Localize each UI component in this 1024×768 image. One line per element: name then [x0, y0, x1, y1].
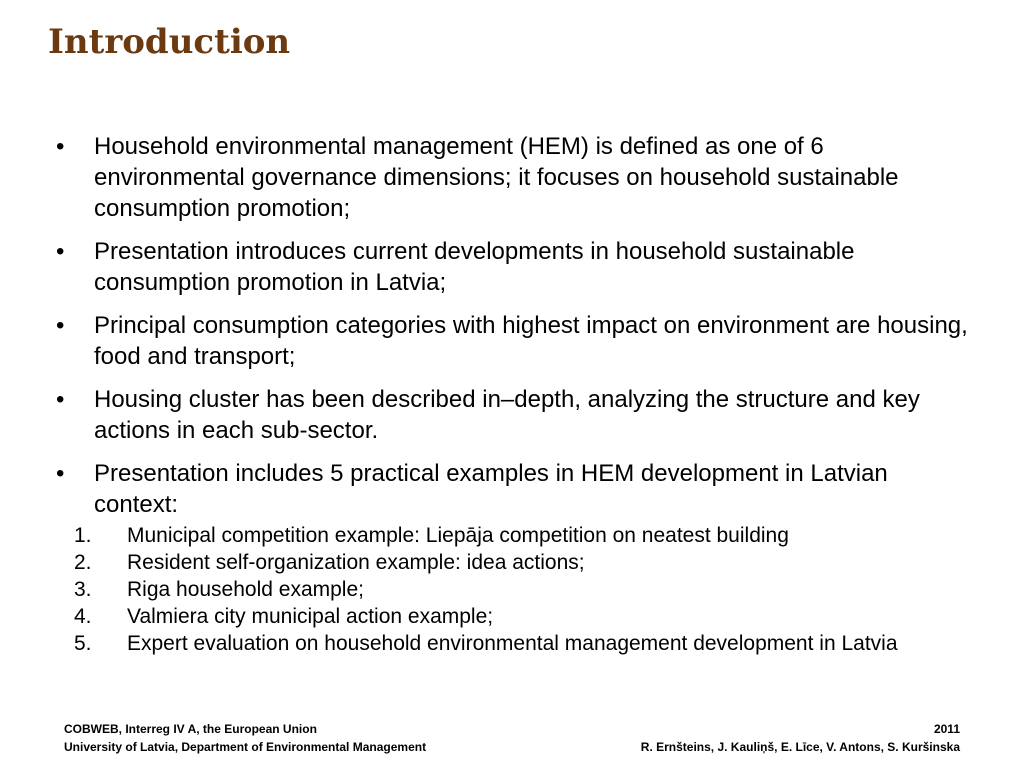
list-number: 1.	[74, 524, 92, 547]
bullet-marker: •	[56, 238, 65, 265]
numbered-list-item	[64, 549, 976, 576]
bullet-marker: •	[56, 460, 65, 487]
footer-institution: University of Latvia, Department of Environmental Management	[64, 740, 427, 754]
footer-left	[64, 720, 426, 756]
bullet-item	[56, 458, 976, 657]
bullet-item	[56, 131, 976, 224]
bullet-marker: •	[56, 133, 65, 160]
list-item-text: Riga household example;	[127, 578, 364, 601]
numbered-list-item	[64, 630, 976, 657]
bullet-text: Household environmental management (HEM) is defined as one of 6 environmental governance dimensions; it focuses on household sustainable consumption promotion;	[94, 133, 899, 222]
list-item-text: Resident self-organization example: idea actions;	[127, 551, 585, 574]
numbered-list-item	[64, 576, 976, 603]
footer-right	[641, 720, 960, 756]
bullet-item	[56, 384, 976, 446]
bullet-marker: •	[56, 312, 65, 339]
bullet-text: Principal consumption categories with highest impact on environment are housing, food and transport;	[94, 312, 968, 370]
footer-authors: R. Ernšteins, J. Kauliņš, E. Līce, V. Antons, S. Kuršinska	[640, 740, 960, 754]
bullet-list	[56, 131, 976, 669]
examples-numbered-list	[64, 522, 976, 657]
list-number: 5.	[74, 632, 92, 655]
bullet-marker: •	[56, 386, 65, 413]
list-item-text: Municipal competition example: Liepāja competition on neatest building	[127, 524, 789, 547]
numbered-list-item	[64, 522, 976, 549]
bullet-item	[56, 310, 976, 372]
bullet-text: Presentation introduces current developments in household sustainable consumption promotion in Latvia;	[94, 238, 855, 296]
list-number: 3.	[74, 578, 92, 601]
bullet-item	[56, 236, 976, 298]
numbered-list-item	[64, 603, 976, 630]
list-number: 4.	[74, 605, 92, 628]
bullet-text: Presentation includes 5 practical examples in HEM development in Latvian context:	[94, 460, 888, 518]
footer-project: COBWEB, Interreg IV A, the European Union	[64, 722, 317, 736]
footer-year: 2011	[933, 722, 960, 736]
slide-title: Introduction	[48, 22, 291, 62]
bullet-text: Housing cluster has been described in–depth, analyzing the structure and key actions in each sub-sector.	[94, 386, 920, 444]
list-item-text: Expert evaluation on household environmental management development in Latvia	[127, 632, 898, 655]
list-item-text: Valmiera city municipal action example;	[127, 605, 494, 628]
list-number: 2.	[74, 551, 92, 574]
